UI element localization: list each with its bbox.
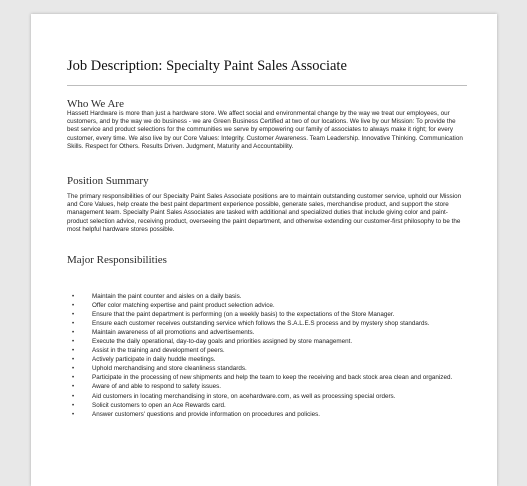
- list-item-text: Aware of and able to respond to safety issues.: [92, 383, 222, 391]
- bullet-icon: •: [72, 303, 75, 310]
- who-we-are-body: Hassett Hardware is more than just a hardware store. We affect social and environmental change by the way we treat our employees, our customers, and by the way we do business - we are Green Business Certified at two of our locations. We live by our Mission: To provide the best service and product selections for the communities we serve by empowering our family of associates to always make it right; for every customer, every time. We also live by our Core Values: Integrity. Customer Awareness. Team Leadership. Innovative Thinking. Communication Skills. Respect for Others. Results Driven. Judgment, Maturity and Accountability.: [67, 110, 463, 150]
- list-item-text: Offer color matching expertise and paint product selection advice.: [92, 302, 275, 310]
- bullet-icon: •: [72, 366, 75, 373]
- list-item-text: Uphold merchandising and store cleanliness standards.: [92, 365, 247, 373]
- bullet-icon: •: [72, 339, 75, 346]
- list-item: [72, 293, 464, 301]
- bullet-icon: •: [72, 312, 75, 319]
- list-item: [72, 320, 464, 328]
- document-page: [31, 14, 497, 486]
- list-item: [72, 311, 464, 319]
- list-item: [72, 356, 464, 364]
- list-item-text: Solicit customers to open an Ace Rewards card.: [92, 401, 226, 409]
- list-item: [72, 411, 464, 419]
- bullet-icon: •: [72, 294, 75, 300]
- bullet-icon: •: [72, 330, 75, 337]
- bullet-icon: •: [72, 402, 75, 409]
- bullet-icon: •: [72, 393, 75, 400]
- list-item-text: Execute the daily operational, day-to-day goals and priorities assigned by store management.: [92, 338, 353, 346]
- list-item: [72, 347, 464, 355]
- list-item-text: Actively participate in daily huddle meetings.: [92, 356, 216, 364]
- title-divider: [67, 85, 467, 86]
- bullet-icon: •: [72, 321, 75, 328]
- list-item: [72, 302, 464, 310]
- bullet-icon: •: [72, 411, 75, 418]
- list-item: [72, 402, 464, 410]
- list-item: [72, 374, 464, 382]
- responsibilities-list: [72, 293, 464, 420]
- list-item: [72, 329, 464, 337]
- bullet-icon: •: [72, 375, 75, 382]
- list-item-text: Participate in the processing of new shipments and help the team to keep the receiving and back stock area clean and organized.: [92, 374, 453, 382]
- list-item: [72, 393, 464, 401]
- position-summary-heading: Position Summary: [67, 175, 149, 187]
- bullet-icon: •: [72, 384, 75, 391]
- bullet-icon: •: [72, 348, 75, 355]
- list-item-text: Ensure that the paint department is performing (on a weekly basis) to the expectations of the Store Manager.: [92, 311, 395, 319]
- who-we-are-heading: Who We Are: [67, 98, 124, 110]
- list-item: [72, 365, 464, 373]
- list-item-text: Aid customers in locating merchandising in store, on acehardware.com, as well as processing special orders.: [92, 392, 396, 400]
- list-item-text: Maintain awareness of all promotions and advertisements.: [92, 329, 255, 337]
- list-item-text: Maintain the paint counter and aisles on a daily basis.: [92, 293, 242, 300]
- list-item: [72, 383, 464, 391]
- list-item: [72, 338, 464, 346]
- list-item-text: Assist in the training and development of peers.: [92, 347, 225, 355]
- document-title: Job Description: Specialty Paint Sales Associate: [67, 58, 347, 74]
- list-item-text: Ensure each customer receives outstanding service which follows the S.A.L.E.S process and by mystery shop standards.: [92, 320, 430, 328]
- list-item-text: Answer customers' questions and provide information on procedures and policies.: [92, 410, 321, 418]
- position-summary-body: The primary responsibilities of our Specialty Paint Sales Associate positions are to maintain outstanding customer service, uphold our Mission and Core Values, help create the best paint department experience possible, generate sales, merchandise product, and support the store management team. Specialty Paint Sales Associates are tasked with additional and specialized duties that include giving color and paint-product selection advice, receiving product, overseeing the paint department, and otherwise extending our customer-first philosophy to be the most helpful hardware stores possible.: [67, 193, 462, 233]
- bullet-icon: •: [72, 357, 75, 364]
- major-responsibilities-heading: Major Responsibilities: [67, 254, 167, 266]
